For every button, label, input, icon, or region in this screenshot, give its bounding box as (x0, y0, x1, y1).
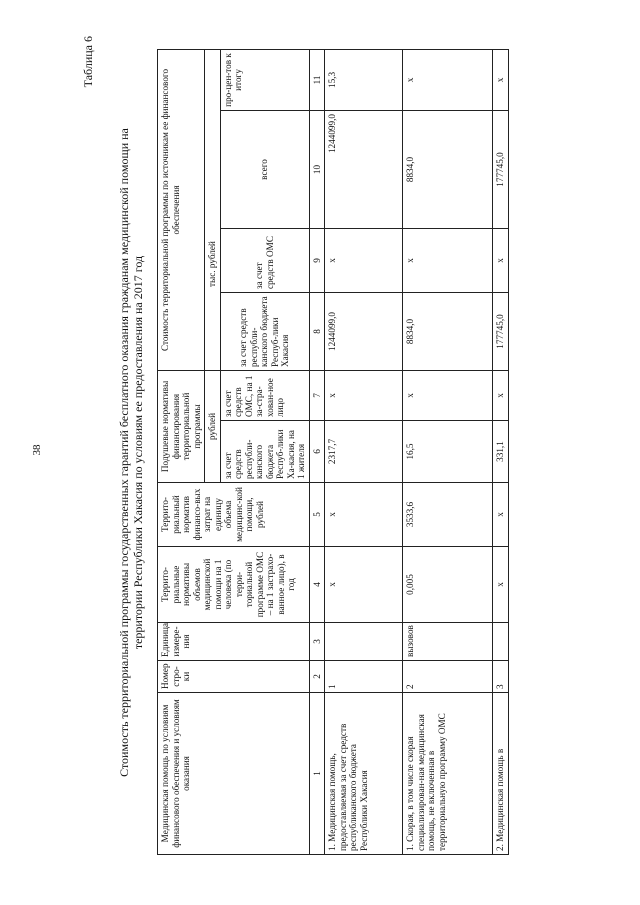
table-title-line-2: территории Республики Хакасия по условиям ее предоставления на 2017 год (131, 255, 145, 650)
column-number: 4 (309, 547, 325, 623)
table-cell: 1244099,0 (325, 110, 403, 228)
table-title-line-1: Стоимость территориальной программы государственных гарантий бесплатного оказания гражданам медицинской помощи на (117, 128, 131, 777)
table-cell: 3533,6 (403, 483, 493, 547)
table-cell: х (493, 547, 509, 623)
column-number: 1 (309, 693, 325, 855)
column-number: 2 (309, 661, 325, 693)
column-number: 9 (309, 228, 325, 292)
column-number: 11 (309, 49, 325, 110)
table-title (117, 50, 145, 855)
rotated-page-content (75, 30, 570, 875)
table-cell: 331,1 (493, 421, 509, 483)
column-number: 8 (309, 292, 325, 370)
table-cell: 16,5 (403, 421, 493, 483)
table-cell (325, 623, 403, 661)
header-group-cell: Стоимость территориальной программы по источникам ее финансового обеспечения (158, 49, 205, 370)
table-cell: х (493, 49, 509, 110)
table-cell: х (325, 370, 403, 420)
table-cell (493, 623, 509, 661)
header-cell: за счет средств республи-канского бюджета Респуб-лики Ха-касия, на 1 жителя (220, 421, 309, 483)
table-cell: 2317,7 (325, 421, 403, 483)
header-row-1 (158, 49, 205, 854)
table-cell: 177745,0 (493, 292, 509, 370)
column-number-row (309, 49, 325, 854)
row-label-cell: 2. Медицинская помощь в (493, 693, 509, 855)
table-label: Таблица 6 (81, 36, 95, 88)
header-cell: Номер стро-ки (158, 661, 310, 693)
page-number: 38 (31, 444, 43, 456)
column-number: 3 (309, 623, 325, 661)
header-cell: про-цен-тов к итогу (220, 49, 309, 110)
table-cell: 0,005 (403, 547, 493, 623)
table-cell: х (403, 49, 493, 110)
table-cell: х (325, 483, 403, 547)
table-cell: 2 (403, 661, 493, 693)
table-cell: 15,3 (325, 49, 403, 110)
header-group-cell: Подушевые нормативы финансирования территориальной программы (158, 370, 205, 482)
header-cell: Единица измере-ния (158, 623, 310, 661)
table-row (403, 49, 493, 854)
header-unit-text: тыс. рублей (207, 241, 217, 287)
table-row (493, 49, 509, 854)
header-cell: за счет средств ОМС, на 1 за-стра-хован-ное лицо (220, 370, 309, 420)
header-cell: за счет средств ОМС (220, 228, 309, 292)
header-unit-cell: рублей (205, 370, 221, 482)
table-row (325, 49, 403, 854)
header-cell: всего (220, 110, 309, 228)
table-cell: х (493, 370, 509, 420)
header-cell: Медицинская помощь по условиям финансового обеспечения и условиям оказания (158, 693, 310, 855)
cost-table (157, 49, 509, 855)
table-cell: вызовов (403, 623, 493, 661)
header-cell: Террито-риальный норматив финансо-вых затрат на единицу объема медицинс-кой помощи, рублей (158, 483, 310, 547)
column-number: 5 (309, 483, 325, 547)
table-cell: 177745,0 (493, 110, 509, 228)
table-cell: 8834,0 (403, 292, 493, 370)
row-label-cell: 1. Медицинская помощь, предоставляемая за счет средств республиканского бюджета Республики Хакасия (325, 693, 403, 855)
table-cell: 1 (325, 661, 403, 693)
header-unit-cell (205, 49, 221, 370)
column-number: 10 (309, 110, 325, 228)
header-cell: Террито-риальные нормативы объемов медицинской помощи на 1 человека (по терри-ториальной программе ОМС – на 1 застрахо-ванное лицо), в год (158, 547, 310, 623)
table-cell: х (325, 547, 403, 623)
table-cell: х (403, 228, 493, 292)
table-cell: х (493, 483, 509, 547)
header-cell: за счет средств республи-канского бюджета Респуб-лики Хакасия (220, 292, 309, 370)
table-cell: х (493, 228, 509, 292)
table-cell: х (403, 370, 493, 420)
column-number: 6 (309, 421, 325, 483)
row-label-cell: 1. Скорая, в том числе скорая специализирован-ная медицинская помощь, не включенная в территориальную программу ОМС (403, 693, 493, 855)
table-cell: х (325, 228, 403, 292)
column-number: 7 (309, 370, 325, 420)
table-cell: 1244099,0 (325, 292, 403, 370)
table-cell: 8834,0 (403, 110, 493, 228)
table-cell: 3 (493, 661, 509, 693)
